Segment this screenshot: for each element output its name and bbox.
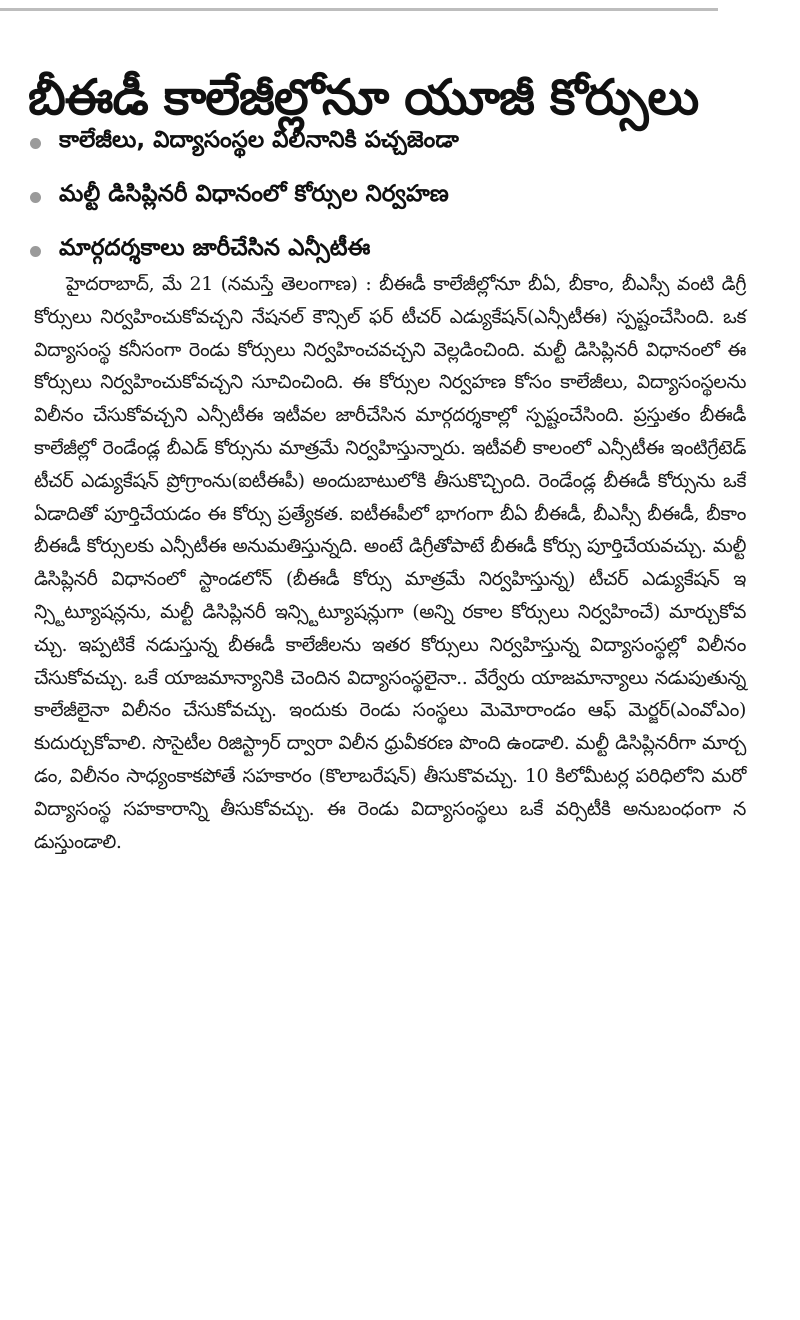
- bullet-dot-icon: [30, 192, 41, 203]
- top-divider: [0, 8, 718, 11]
- highlight-text: మార్గదర్శకాలు జారీచేసిన ఎన్సీటీఈ: [59, 235, 371, 261]
- highlight-list: [30, 116, 770, 278]
- bullet-dot-icon: [30, 246, 41, 257]
- bullet-dot-icon: [30, 138, 41, 149]
- highlight-item: [30, 170, 770, 224]
- highlight-text: మల్టీ డిసిప్లినరీ విధానంలో కోర్సుల నిర్వహణ: [59, 181, 449, 207]
- highlight-text: కాలేజీలు, విద్యాసంస్థల విలీనానికి పచ్చజెండా: [59, 127, 459, 153]
- article-body: హైదరాబాద్, మే 21 (నమస్తే తెలంగాణ) : బీఈడీ కాలేజీల్లోనూ బీఏ, బీకాం, బీఎస్సీ వంటి డిగ్రీ కోర్సులు నిర్వహించుకోవచ్చని నేషనల్ కౌన్సిల్ ఫర్ టీచర్ ఎడ్యుకేషన్(ఎన్సీటీఈ) స్పష్టంచేసింది. ఒక విద్యాసంస్థ కనీసంగా రెండు కోర్సులు నిర్వహించవచ్చని వెల్లడించింది. మల్టీ డిసిప్లినరీ విధానంలో ఈ కోర్సులు నిర్వహించుకోవచ్చని సూచించింది. ఈ కోర్సుల నిర్వహణ కోసం కాలేజీలు, విద్యాసంస్థలను విలీనం చేసుకోవచ్చని ఎన్సీటీఈ ఇటీవల జారీచేసిన మార్గదర్శకాల్లో స్పష్టంచేసింది. ప్రస్తుతం బీఈడీ కాలేజీల్లో రెండేండ్ల బీఎడ్ కోర్సును మాత్రమే నిర్వహిస్తున్నారు. ఇటీవలీ కాలంలో ఎన్సీటీఈ ఇంటిగ్రేటెడ్ టీచర్ ఎడ్యుకేషన్ ప్రోగ్రాంను(ఐటీఈపీ) అందుబాటులోకి తీసుకొచ్చింది. రెండేండ్ల బీఈడీ కోర్సును ఒకే ఏడాదితో పూర్తిచేయడం ఈ కోర్సు ప్రత్యేకత. ఐటీఈపీలో భాగంగా బీఏ బీఈడీ, బీఎస్సీ బీఈడీ, బీకాం బీఈడీ కోర్సులకు ఎన్సీటీఈ అనుమతిస్తున్నది. అంటే డిగ్రీతోపాటే బీఈడీ కోర్సు పూర్తిచేయవచ్చు. మల్టీ డిసిప్లినరీ విధానంలో స్టాండలోన్ (బీఈడీ కోర్సు మాత్రమే నిర్వహిస్తున్న) టీచర్ ఎడ్యుకేషన్ ఇన్స్టిట్యూషన్లను, మల్టీ డిసిప్లినరీ ఇన్స్టిట్యూషన్లుగా (అన్ని రకాల కోర్సులు నిర్వహించే) మార్చుకోవచ్చు. ఇప్పటికే నడుస్తున్న బీఈడీ కాలేజీలను ఇతర కోర్సులు నిర్వహిస్తున్న విద్యాసంస్థల్లో విలీనం చేసుకోవచ్చు. ఒకే యాజమాన్యానికి చెందిన విద్యాసంస్థలైనా.. వేర్వేరు యాజమాన్యాలు నడుపుతున్న కాలేజీలైనా విలీనం చేసుకోవచ్చు. ఇందుకు రెండు సంస్థలు మెమోరాండం ఆఫ్ మెర్జర్(ఎంవోఎం) కుదుర్చుకోవాలి. సొసైటీల రిజిస్ట్రార్ ద్వారా విలీన ధ్రువీకరణ పొంది ఉండాలి. మల్టీ డిసిప్లినరీగా మార్చడం, విలీనం సాధ్యంకాకపోతే సహకారం (కొలాబరేషన్) తీసుకొవచ్చు. 10 కిలోమీటర్ల పరిధిలోని మరో విద్యాసంస్థ సహకారాన్ని తీసుకోవచ్చు. ఈ రెండు విద్యాసంస్థలు ఒకే వర్సిటీకి అనుబంధంగా నడుస్తుండాలి.: [34, 273, 746, 853]
- article-headline: బీఈడీ కాలేజీల్లోనూ యూజీ కోర్సులు: [28, 68, 699, 126]
- highlight-item: [30, 116, 770, 170]
